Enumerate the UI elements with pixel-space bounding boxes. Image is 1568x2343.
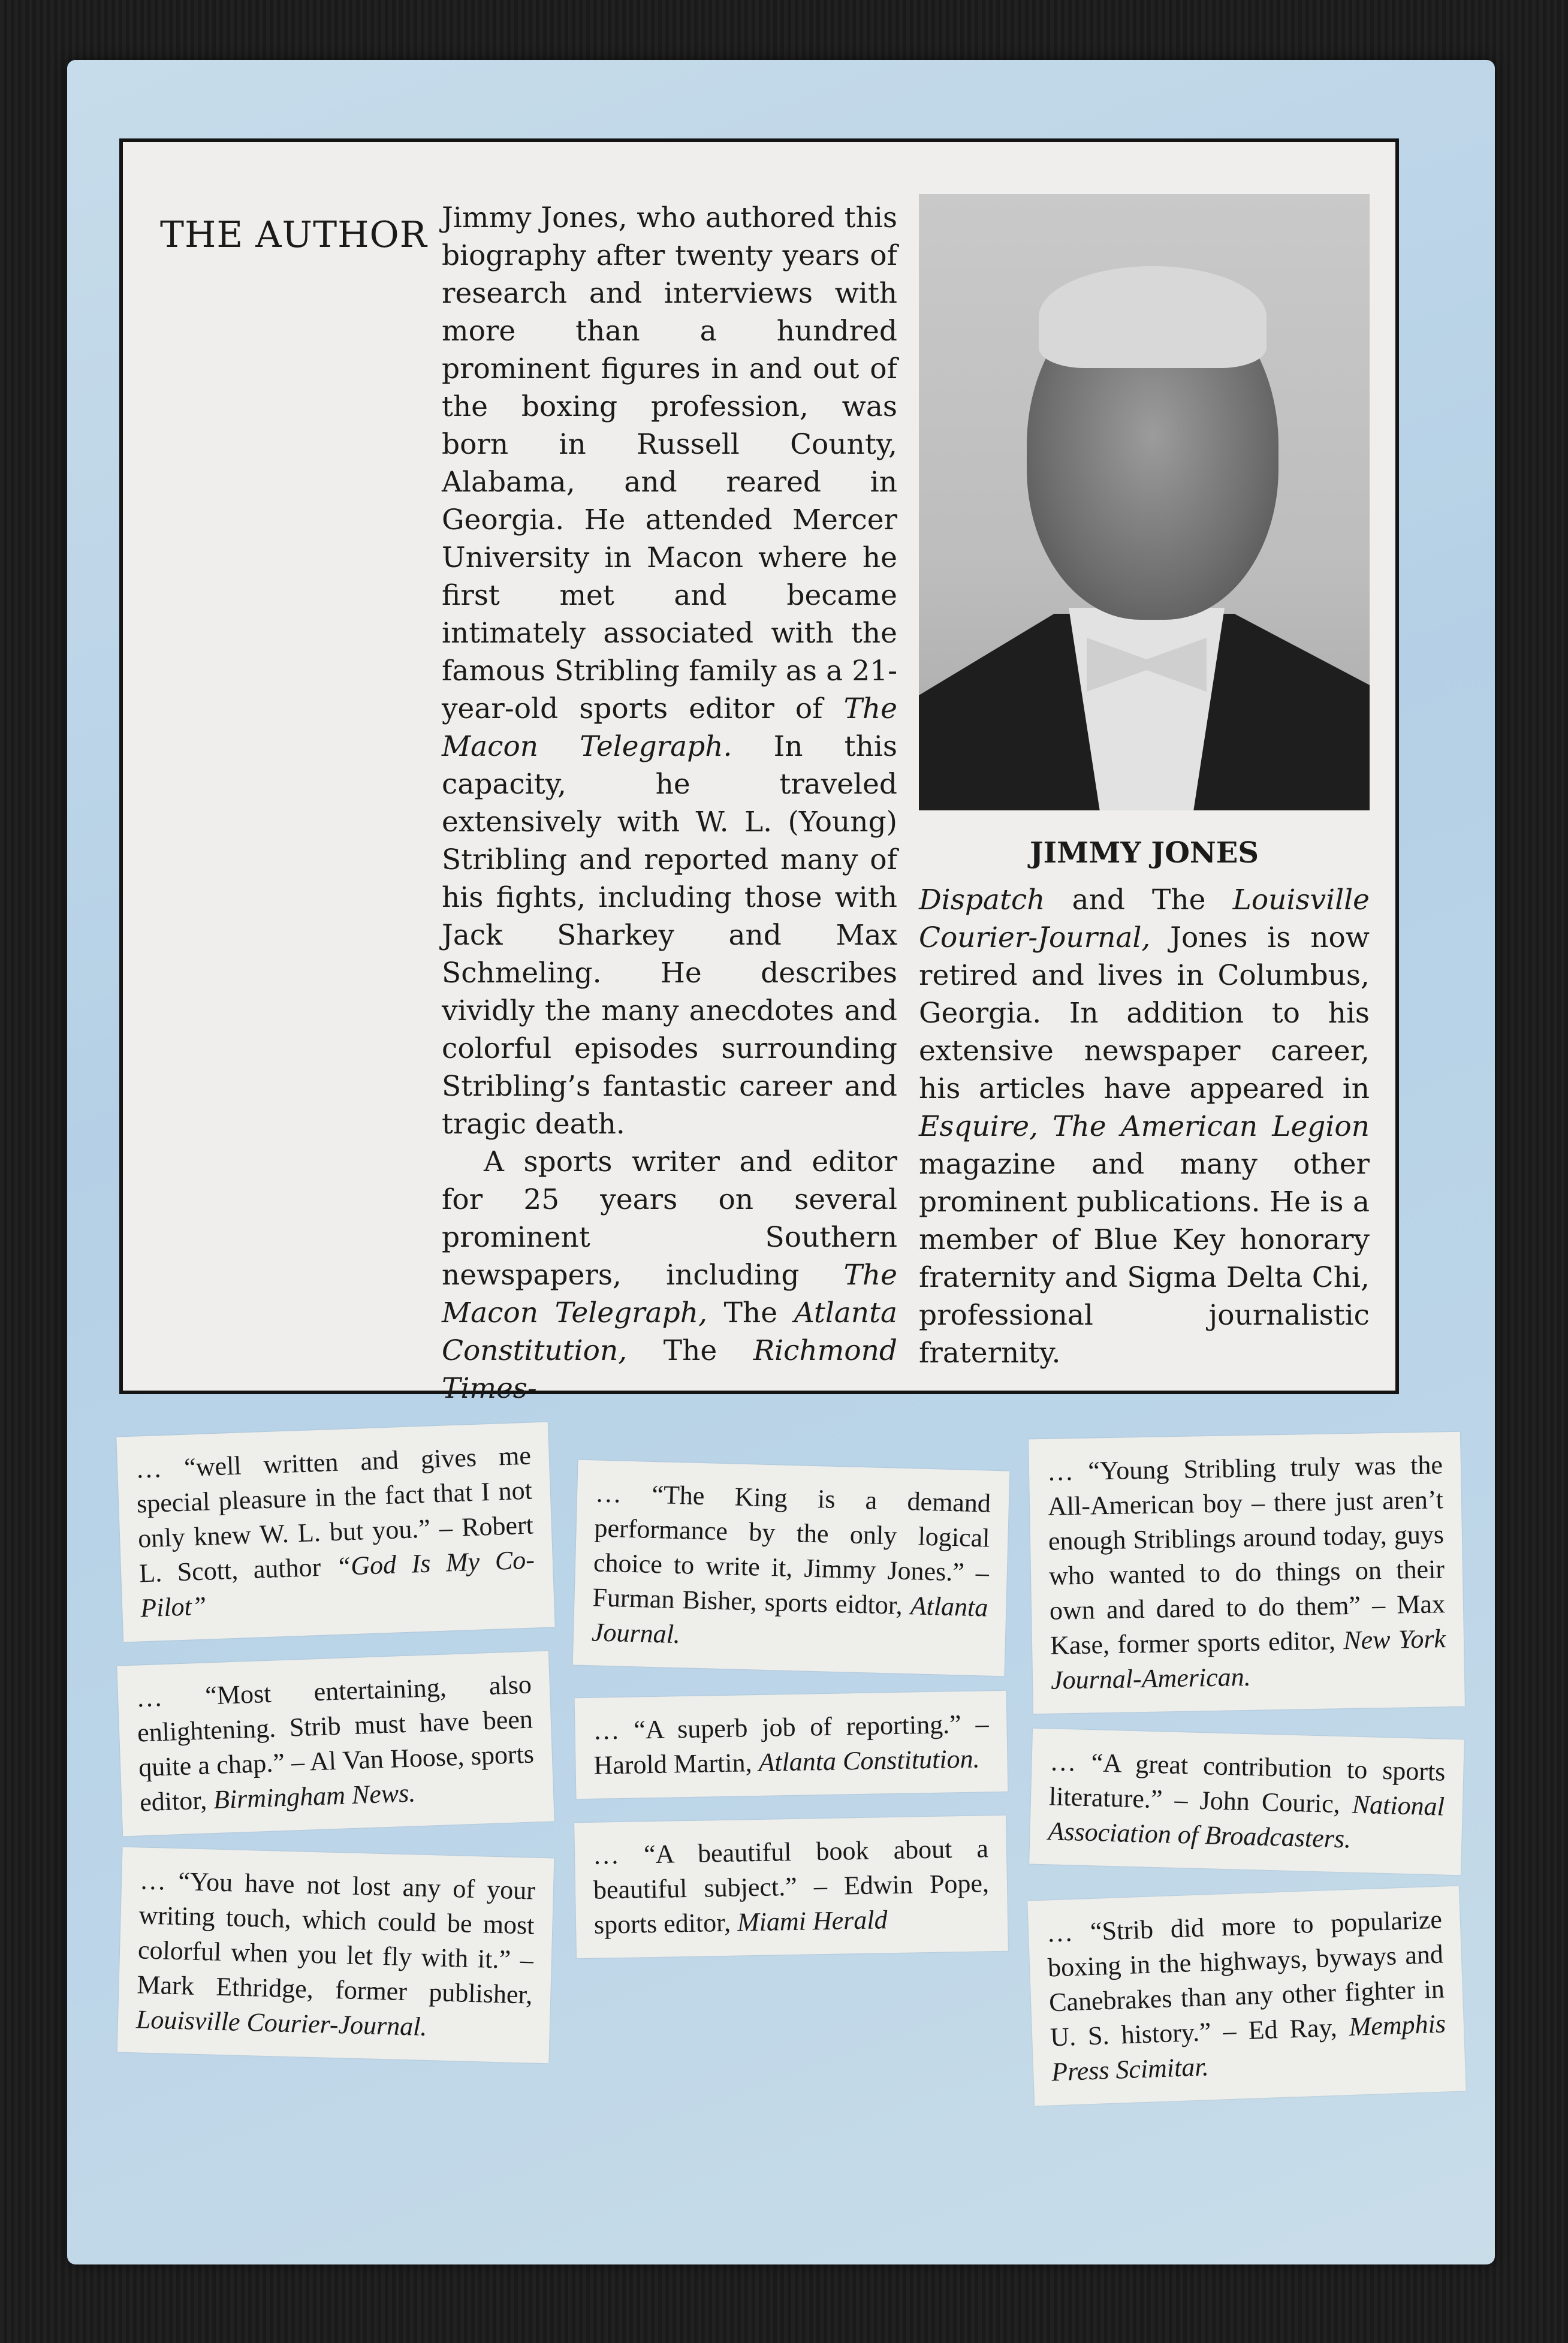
quote-column	[1031, 1430, 1463, 2098]
bio-right-column	[919, 881, 1370, 1372]
quote-source: Miami Herald	[737, 1905, 888, 1937]
quote-attribution: – John Couric,	[1162, 1784, 1353, 1819]
publication-title: Esquire, The American Legion	[919, 1110, 1370, 1143]
quote-text: … “The King is a demand performance by the only logical choice to write it, Jimmy Jones.”	[593, 1478, 991, 1587]
quote-column	[120, 1430, 551, 2058]
bio-text: A sports writer and editor for 25 years on several prominent Southern newspapers, including	[442, 1145, 897, 1292]
quote-clipping	[575, 1691, 1008, 1799]
quote-text: … “Most entertaining, also enlightening. Strib must have been quite a chap.”	[135, 1669, 533, 1783]
quote-attribution: – Mark Ethridge, former publisher,	[136, 1944, 534, 2010]
quote-column	[575, 1430, 1007, 1955]
quote-source: Louisville Courier-Journal.	[135, 2004, 428, 2042]
photo-caption: JIMMY JONES	[1029, 836, 1259, 870]
quote-clipping	[573, 1460, 1010, 1676]
quote-clipping	[1029, 1432, 1465, 1714]
bio-text: and The	[1045, 883, 1233, 916]
quote-text: … “A superb job of reporting.”	[593, 1709, 962, 1745]
quote-clipping	[574, 1816, 1008, 1959]
quote-text: … “Strib did more to popularize boxing in the highways, byways and Canebrakes than any other fighter in U. S. history.”	[1046, 1904, 1445, 2052]
publication-title: Louisville Courier-Journal,	[919, 883, 1370, 954]
quote-attribution: – Ed Ray,	[1210, 2012, 1350, 2047]
bio-text: Jones is now retired and lives in Columbus, Georgia. In addition to his extensive newspaper career, his articles have appeared in	[919, 921, 1370, 1105]
bio-text: magazine and many other prominent publications. He is a member of Blue Key honorary fraternity and Sigma Delta Chi, professional journalistic fraternity.	[919, 1148, 1370, 1370]
author-box	[119, 138, 1399, 1405]
quote-clipping	[1027, 1886, 1466, 2106]
quote-text: … “You have not lost any of your writing touch, which could be most colorful when you let fly with it.”	[137, 1865, 536, 1974]
quote-text: … “Young Stribling truly was the All-American boy – there just aren’t enough Striblings around today, guys who wanted to do things on their own and dared to do them”	[1047, 1450, 1445, 1626]
review-quotes	[120, 1430, 1463, 2098]
quote-clipping	[1029, 1729, 1464, 1875]
bio-text: Jimmy Jones, who authored this biography after twenty years of research and interviews with more than a hundred prominent figures in and out of the boxing profession, was born in Russell County, Alabama, and reared in Georgia. He attended Mercer University in Macon where he first met and became intimately associated with the famous Stribling family as a 21-year-old sports editor of	[442, 201, 897, 725]
quote-source: “God Is My Co-Pilot”	[140, 1545, 535, 1623]
author-photo	[919, 194, 1370, 810]
quote-attribution: – Edwin Pope, sports editor,	[593, 1868, 990, 1940]
bio-paragraph	[919, 881, 1370, 1372]
bio-paragraph	[442, 1143, 897, 1407]
quote-attribution: – Harold Martin,	[593, 1709, 989, 1780]
quote-attribution: – Robert L. Scott, author	[138, 1510, 534, 1588]
bio-text: The	[627, 1334, 753, 1367]
quote-text: … “A beautiful book about a beautiful subject.”	[592, 1834, 989, 1905]
publication-title: The Macon Telegraph.	[442, 692, 897, 763]
quote-source: Atlanta Journal.	[591, 1591, 989, 1650]
quote-clipping	[116, 1422, 554, 1642]
quote-source: National Association of Broadcasters.	[1047, 1789, 1445, 1854]
publication-title: Dispatch	[919, 883, 1045, 916]
bio-text: The	[707, 1296, 794, 1329]
quote-attribution: – Furman Bisher, sports eidtor,	[592, 1557, 990, 1621]
quote-source: Birmingham News.	[213, 1778, 417, 1815]
bio-left-column	[442, 199, 897, 1407]
quote-attribution: – Max Kase, former sports editor,	[1050, 1589, 1446, 1660]
photo-hair	[1039, 266, 1267, 368]
section-heading: THE AUTHOR	[160, 214, 427, 256]
bio-paragraph	[442, 199, 897, 1143]
bio-text: In this capacity, he traveled extensively with W. L. (Young) Stribling and reported many of his fights, including those with Jack Sharkey and Max Schmeling. He describes vividly the many anecdotes and colorful episodes surrounding Stribling’s fantastic career and tragic death.	[442, 730, 897, 1141]
quote-source: Memphis Press Scimitar.	[1051, 2009, 1446, 2087]
quote-source: New York Journal-American.	[1050, 1624, 1446, 1695]
quote-source: Atlanta Constitution.	[758, 1744, 980, 1777]
publication-title: The Macon Telegraph,	[442, 1259, 897, 1329]
quote-attribution: – Al Van Hoose, sports editor,	[139, 1739, 535, 1817]
quote-clipping	[117, 1651, 554, 1837]
publication-title: Atlanta Constitution,	[442, 1296, 897, 1367]
quote-text: … “A great contribution to sports literature.”	[1048, 1747, 1446, 1814]
quote-text: … “well written and gives me special pleasure in the fact that I not only knew W. L. but you.”	[135, 1440, 533, 1554]
quote-clipping	[117, 1847, 554, 2064]
publication-title: Richmond Times-	[442, 1334, 897, 1405]
